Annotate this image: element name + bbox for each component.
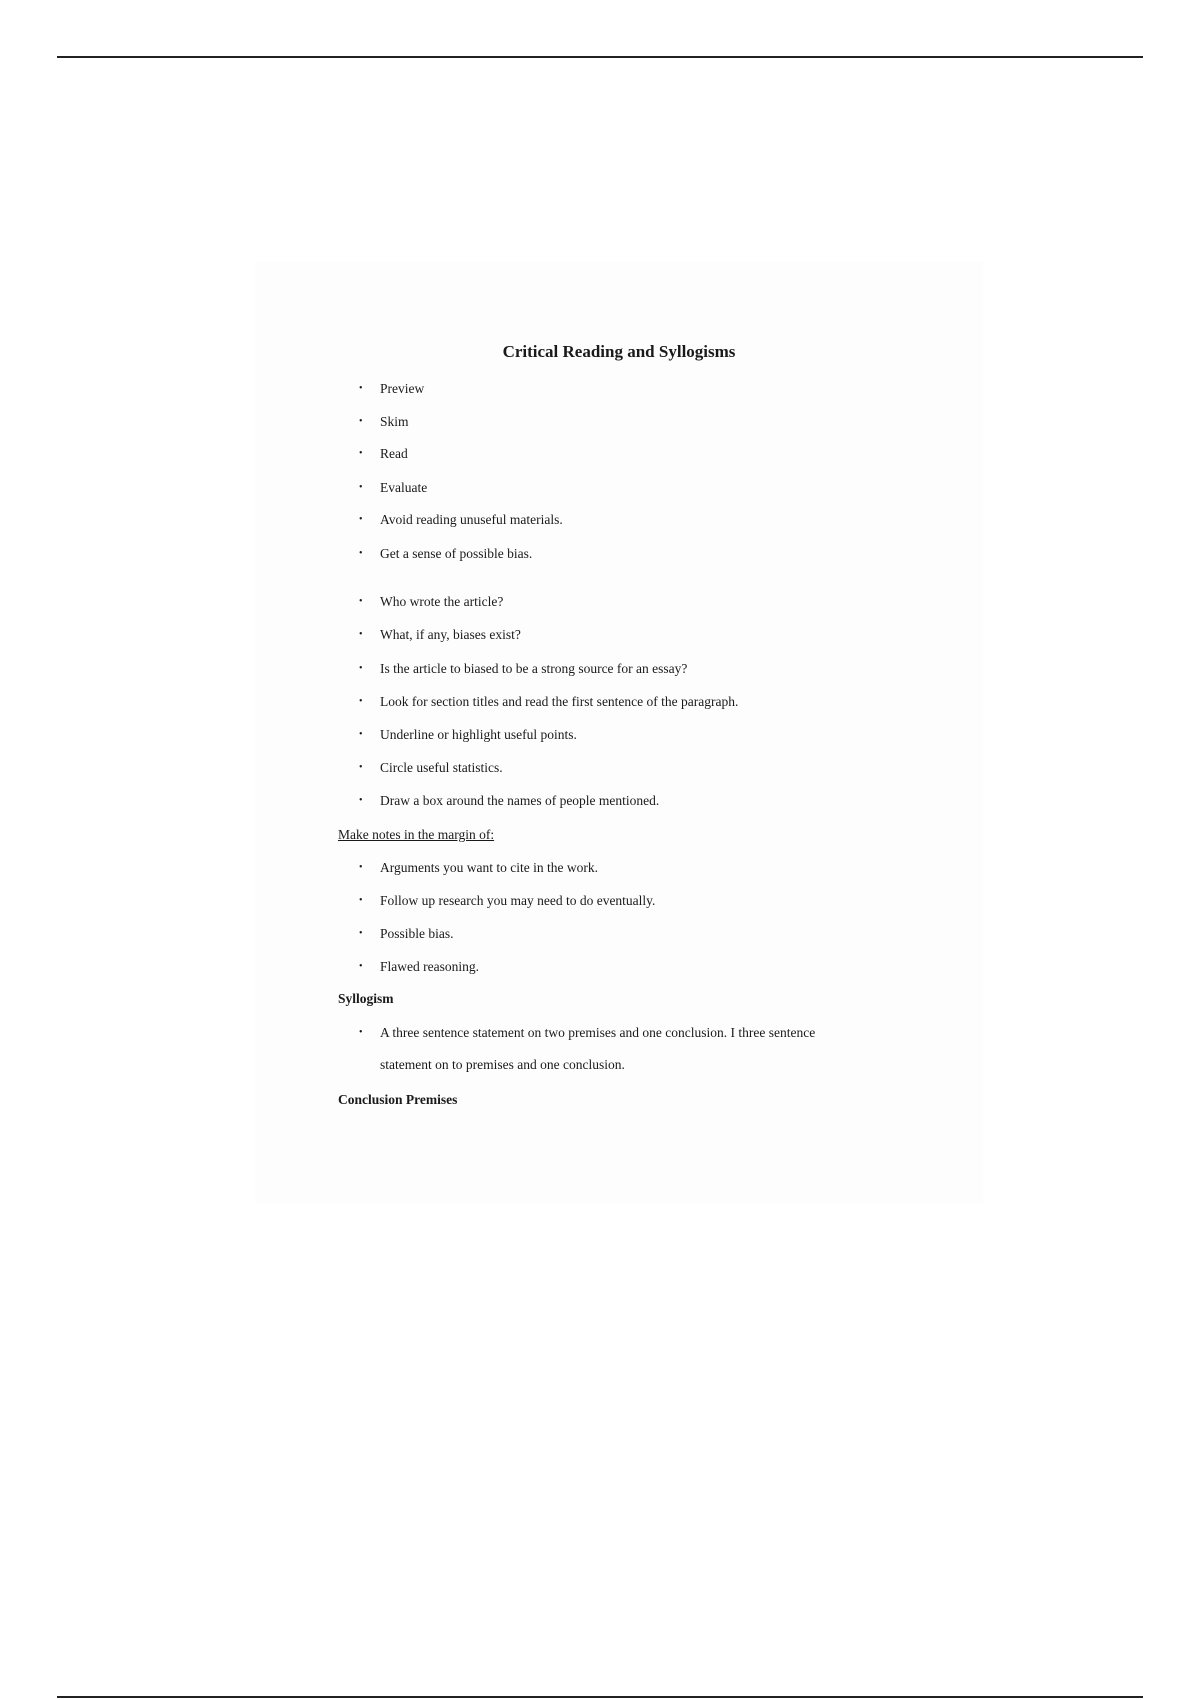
list-item-text: Arguments you want to cite in the work. <box>380 860 598 875</box>
list-item <box>359 725 577 745</box>
list-item-text: What, if any, biases exist? <box>380 627 521 642</box>
bullet-icon: • <box>359 514 363 525</box>
notes-heading: Make notes in the margin of: <box>338 827 495 842</box>
list-item <box>359 478 428 498</box>
list-item-text: Possible bias. <box>380 926 454 941</box>
list-item-text: Who wrote the article? <box>380 594 504 609</box>
list-item-text: Follow up research you may need to do eventually. <box>380 893 656 908</box>
list-item <box>359 924 454 944</box>
list-item <box>359 692 739 712</box>
list-item-text: Read <box>380 446 408 461</box>
list-item <box>359 625 521 645</box>
list-item <box>359 412 409 432</box>
bullet-icon: • <box>359 862 363 873</box>
page-bottom-rule <box>57 1696 1143 1698</box>
list-item <box>359 957 479 977</box>
list-item-text: Flawed reasoning. <box>380 959 479 974</box>
list-item <box>359 379 425 399</box>
bullet-icon: • <box>359 762 363 773</box>
bullet-icon: • <box>359 895 363 906</box>
list-item-text: Is the article to biased to be a strong source for an essay? <box>380 661 688 676</box>
page-top-rule <box>57 56 1143 58</box>
bullet-icon: • <box>359 663 363 674</box>
bullet-icon: • <box>359 928 363 939</box>
list-item <box>359 858 598 878</box>
list-item-text: Skim <box>380 414 409 429</box>
bullet-icon: • <box>359 795 363 806</box>
bullet-icon: • <box>359 548 363 559</box>
bullet-icon: • <box>359 729 363 740</box>
list-item-text: Get a sense of possible bias. <box>380 546 533 561</box>
list-item <box>359 510 563 530</box>
list-item <box>359 592 504 612</box>
list-item <box>359 1023 816 1043</box>
bullet-icon: • <box>359 448 363 459</box>
bullet-icon: • <box>359 629 363 640</box>
list-item-continuation: statement on to premises and one conclusion. <box>380 1057 625 1072</box>
list-item <box>359 659 688 679</box>
document-title: Critical Reading and Syllogisms <box>502 342 736 361</box>
bullet-icon: • <box>359 482 363 493</box>
bullet-icon: • <box>359 416 363 427</box>
list-item-text: Underline or highlight useful points. <box>380 727 577 742</box>
list-item-text: Look for section titles and read the first sentence of the paragraph. <box>380 694 739 709</box>
list-item-text: A three sentence statement on two premises and one conclusion. I three sentence <box>380 1025 816 1040</box>
list-item-text: Evaluate <box>380 480 428 495</box>
list-item <box>359 758 503 778</box>
list-item <box>359 891 656 911</box>
bullet-icon: • <box>359 383 363 394</box>
list-item <box>359 444 408 464</box>
syllogism-heading: Syllogism <box>338 991 394 1006</box>
bullet-icon: • <box>359 1027 363 1038</box>
list-item-text: Draw a box around the names of people mentioned. <box>380 793 660 808</box>
list-item <box>359 791 660 811</box>
bullet-icon: • <box>359 596 363 607</box>
list-item <box>359 544 533 564</box>
list-item-text: Preview <box>380 381 425 396</box>
conclusion-premises-heading: Conclusion Premises <box>338 1092 458 1107</box>
list-item-text: Avoid reading unuseful materials. <box>380 512 563 527</box>
list-item-text: Circle useful statistics. <box>380 760 503 775</box>
bullet-icon: • <box>359 961 363 972</box>
bullet-icon: • <box>359 696 363 707</box>
